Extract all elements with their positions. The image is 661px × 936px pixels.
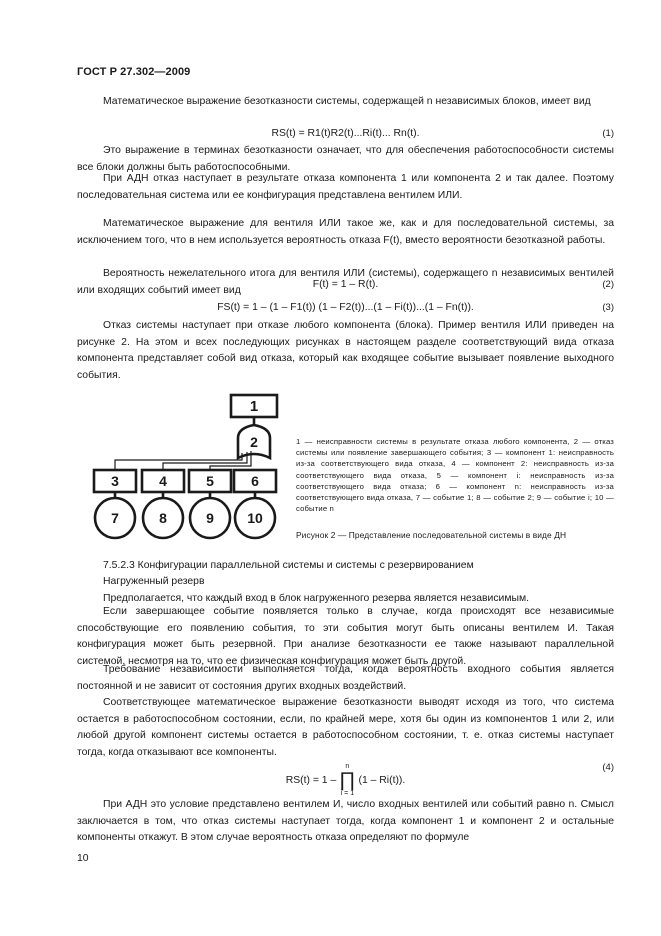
event-label-4: 10 [247,510,263,526]
paragraph-9: Требование независимости выполняется тогда, когда вероятность входного события является постоянной и не зависит от состояния других входных воздействий. [77,664,614,692]
equation-4-number: (4) [602,762,614,773]
equation-2-number: (2) [602,279,614,290]
component-label-4: 6 [251,473,259,489]
equation-2-formula: F(t) = 1 – R(t). [312,279,379,290]
fault-tree-figure [88,390,288,545]
paragraph-3: При АДН отказ наступает в результате отказа компонента 1 или компонента 2 и так далее. Поэтому последовательная система или ее конфигурация представлена вентилем ИЛИ. [77,173,614,201]
paragraph-1: Математическое выражение безотказности системы, содержащей n независимых блоков, имеет вид [103,96,591,107]
paragraph-10: Соответствующее математическое выражение безотказности выводят исходя из того, что система остается в работоспособном состоянии, если, по крайней мере, хотя бы один из компонентов 1 или 2, или любой другой компонент системы остается в работоспособном состоянии, т. е. отказ системы наступает тогда, когда отказывают все компоненты. [77,697,614,758]
event-label-2: 8 [159,510,167,526]
component-label-3: 5 [206,473,214,489]
paragraph-4: Математическое выражение для вентиля ИЛИ такое же, как и для последовательной системы, за исключением того, что в нем используется вероятность отказа F(t), вместо вероятности безотказной работы. [77,218,614,246]
paragraph-11: При АДН это условие представлено вентилем И, число входных вентилей или событий равно n. Смысл заключается в том, что отказ системы наступает тогда, когда компонент 1 и компонент 2 и остальные компоненты откажут. В этом случае вероятность отказа определяют по формуле [77,799,614,844]
equation-3-formula: FS(t) = 1 – (1 – F1(t)) (1 – F2(t))...(1 – Fi(t))...(1 – Fn(t)). [217,302,474,313]
subsection-heading: Нагруженный резерв [103,576,205,587]
paragraph-8: Если завершающее событие появляется только в случае, когда происходят все независимые способствующие его появлению события, то эти события могут быть описаны вентилем И. Такая конфигурация может быть резервной. При анализе безотказности ее также называют параллельной системой, несмотря на то, что ее физическая конфигурация может быть другой. [77,606,614,667]
paragraph-6: Отказ системы наступает при отказе любого компонента (блока). Пример вентиля ИЛИ приведен на рисунке 2. На этом и всех последующих рисунках в настоящем разделе соответствующий вида отказа компонента представляет собой вид отказа, который как входящее событие вызывает появление выходного события. [77,320,614,381]
equation-4-rhs: (1 – Ri(t)). [358,774,406,786]
product-upper-limit: n [345,763,350,770]
event-label-3: 9 [206,510,214,526]
equation-1-number: (1) [602,128,614,139]
component-label-1: 3 [111,473,119,489]
event-label-1: 7 [111,510,119,526]
equation-3-number: (3) [602,302,614,313]
product-operator [339,763,355,797]
product-symbol: ∏ [339,769,356,791]
product-lower-limit: i = 1 [340,790,355,797]
equation-4-lhs: RS(t) = 1 – [285,774,337,786]
equation-3 [77,300,614,317]
top-event-label: 1 [249,398,259,415]
document-header: ГОСТ Р 27.302—2009 [77,66,191,78]
gate-label: 2 [250,434,258,450]
equation-1 [77,126,614,143]
figure-legend: 1 — неисправности системы в результате отказа любого компонента, 2 — отказ системы или появление завершающего события; 3 — компонент 1: неисправность из-за соответствующего вида отказа, 4 — компонент 2: неисправность из-за соответствующего вида отказа, 5 — компонент i: неисправность из-за соответствующего вида отказа; 6 — компонент n: неисправность из-за соответствующего вида отказа, 7 — событие 1; 8 — событие 2; 9 — событие i; 10 — событие n [296,437,614,514]
component-label-2: 4 [159,473,167,489]
paragraph-2: Это выражение в терминах безотказности означает, что для обеспечения работоспособности системы все блоки должны быть работоспособными. [77,145,614,173]
paragraph-5: Вероятность нежелательного итога для вентиля ИЛИ (системы), содержащего n независимых вентилей или входящих событий имеет вид [77,268,614,296]
paragraph-7: Предполагается, что каждый вход в блок нагруженного резерва является независимым. [103,593,529,604]
figure-caption: Рисунок 2 — Представление последовательной системы в виде ДН [296,530,567,540]
page-number: 10 [77,853,89,864]
section-heading: 7.5.2.3 Конфигурации параллельной системы и системы с резервированием [103,560,474,571]
equation-4 [77,757,614,797]
equation-1-formula: RS(t) = R1(t)R2(t)...Ri(t)... Rn(t). [271,128,420,139]
